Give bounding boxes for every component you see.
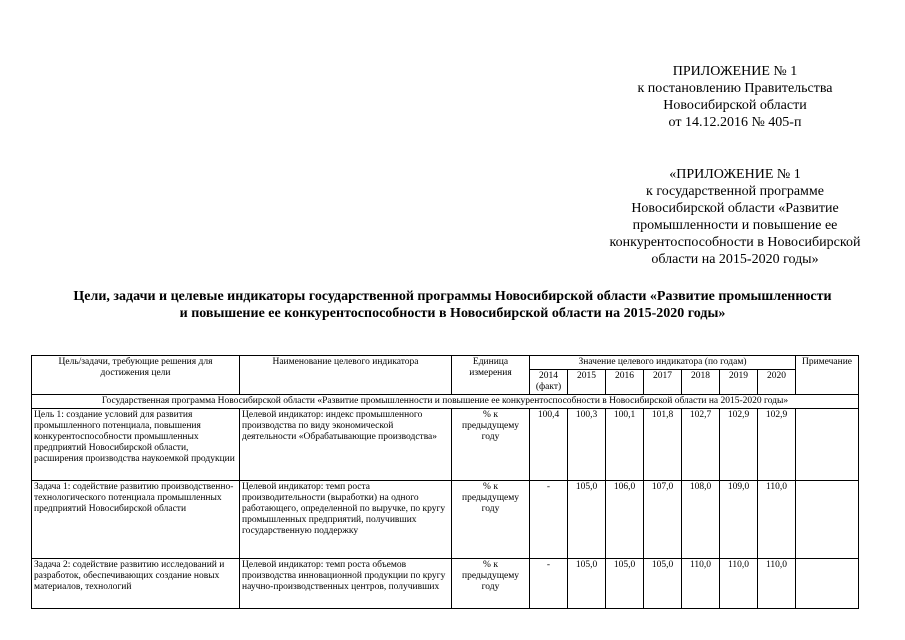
unit-cell: % к предыдущему году [452, 409, 530, 481]
note-cell [796, 559, 859, 609]
value-cell: 110,0 [758, 559, 796, 609]
unit-cell: % к предыдущему году [452, 559, 530, 609]
header-year: 2015 [568, 370, 606, 395]
value-cell: 102,9 [720, 409, 758, 481]
value-cell: 100,3 [568, 409, 606, 481]
header-year: 2016 [606, 370, 644, 395]
program-row: Государственная программа Новосибирской области «Развитие промышленности и повышение ее конкурентоспособности в Новосибирской области на 2015-2020 годы» [32, 395, 859, 409]
indicator-cell: Целевой индикатор: индекс промышленного производства по виду экономической деятельности «Обрабатывающие производства» [240, 409, 452, 481]
indicators-table [31, 355, 859, 609]
header-goal: Цель/задачи, требующие решения для достижения цели [32, 356, 240, 395]
value-cell: 105,0 [644, 559, 682, 609]
value-cell: - [530, 481, 568, 559]
appendix-line: конкурентоспособности в Новосибирской [609, 235, 861, 250]
value-cell: 100,1 [606, 409, 644, 481]
heading-line: Цели, задачи и целевые индикаторы государственной программы Новосибирской области «Развитие промышленности [73, 289, 832, 304]
value-cell: 110,0 [758, 481, 796, 559]
note-cell [796, 409, 859, 481]
value-cell: 105,0 [606, 559, 644, 609]
appendix-date: от 14.12.2016 № 405-п [668, 115, 802, 130]
appendix-line: к постановлению Правительства [637, 81, 833, 96]
unit-cell: % к предыдущему году [452, 481, 530, 559]
header-year: 2020 [758, 370, 796, 395]
table-row [32, 481, 859, 559]
note-cell [796, 481, 859, 559]
header-year: 2019 [720, 370, 758, 395]
appendix-title: ПРИЛОЖЕНИЕ № 1 [672, 64, 798, 79]
goal-cell: Цель 1: создание условий для развития промышленного потенциала, повышения конкурентоспособности промышленных предприятий Новосибирской области, расширения производства наукоемкой продукции [32, 409, 240, 481]
header-year: 2014 (факт) [530, 370, 568, 395]
goal-cell: Задача 2: содействие развитию исследований и разработок, обеспечивающих создание новых материалов, технологий [32, 559, 240, 609]
appendix-line: к государственной программе [646, 184, 824, 199]
indicator-cell: Целевой индикатор: темп роста производительности (выработки) на одного работающего, определенной по выручке, по кругу промышленных предприятий, получивших государственную поддержку [240, 481, 452, 559]
appendix-line: области на 2015-2020 годы» [651, 252, 819, 267]
appendix-line: промышленности и повышение ее [632, 218, 838, 233]
value-cell: 100,4 [530, 409, 568, 481]
appendix-line: Новосибирской области «Развитие [631, 201, 839, 216]
value-cell: 110,0 [720, 559, 758, 609]
value-cell: 106,0 [606, 481, 644, 559]
table-row [32, 559, 859, 609]
value-cell: 105,0 [568, 559, 606, 609]
value-cell: 107,0 [644, 481, 682, 559]
header-year: 2018 [682, 370, 720, 395]
header-unit: Единица измерения [452, 356, 530, 395]
header-note: Примечание [796, 356, 859, 395]
value-cell: 101,8 [644, 409, 682, 481]
appendix-line: Новосибирской области [663, 98, 807, 113]
header-values: Значение целевого индикатора (по годам) [530, 356, 796, 370]
value-cell: - [530, 559, 568, 609]
document-heading [20, 288, 885, 322]
appendix-resolution-block [600, 63, 870, 131]
indicator-cell: Целевой индикатор: темп роста объемов производства инновационной продукции по кругу научно-производственных центров, получивших [240, 559, 452, 609]
value-cell: 109,0 [720, 481, 758, 559]
value-cell: 102,9 [758, 409, 796, 481]
header-year: 2017 [644, 370, 682, 395]
value-cell: 110,0 [682, 559, 720, 609]
heading-line: и повышение ее конкурентоспособности в Новосибирской области на 2015-2020 годы» [179, 306, 726, 321]
header-indicator: Наименование целевого индикатора [240, 356, 452, 395]
appendix-title: «ПРИЛОЖЕНИЕ № 1 [669, 167, 801, 182]
appendix-program-block [580, 166, 890, 268]
value-cell: 108,0 [682, 481, 720, 559]
table-row [32, 409, 859, 481]
value-cell: 105,0 [568, 481, 606, 559]
goal-cell: Задача 1: содействие развитию производственно-технологического потенциала промышленных предприятий Новосибирской области [32, 481, 240, 559]
value-cell: 102,7 [682, 409, 720, 481]
